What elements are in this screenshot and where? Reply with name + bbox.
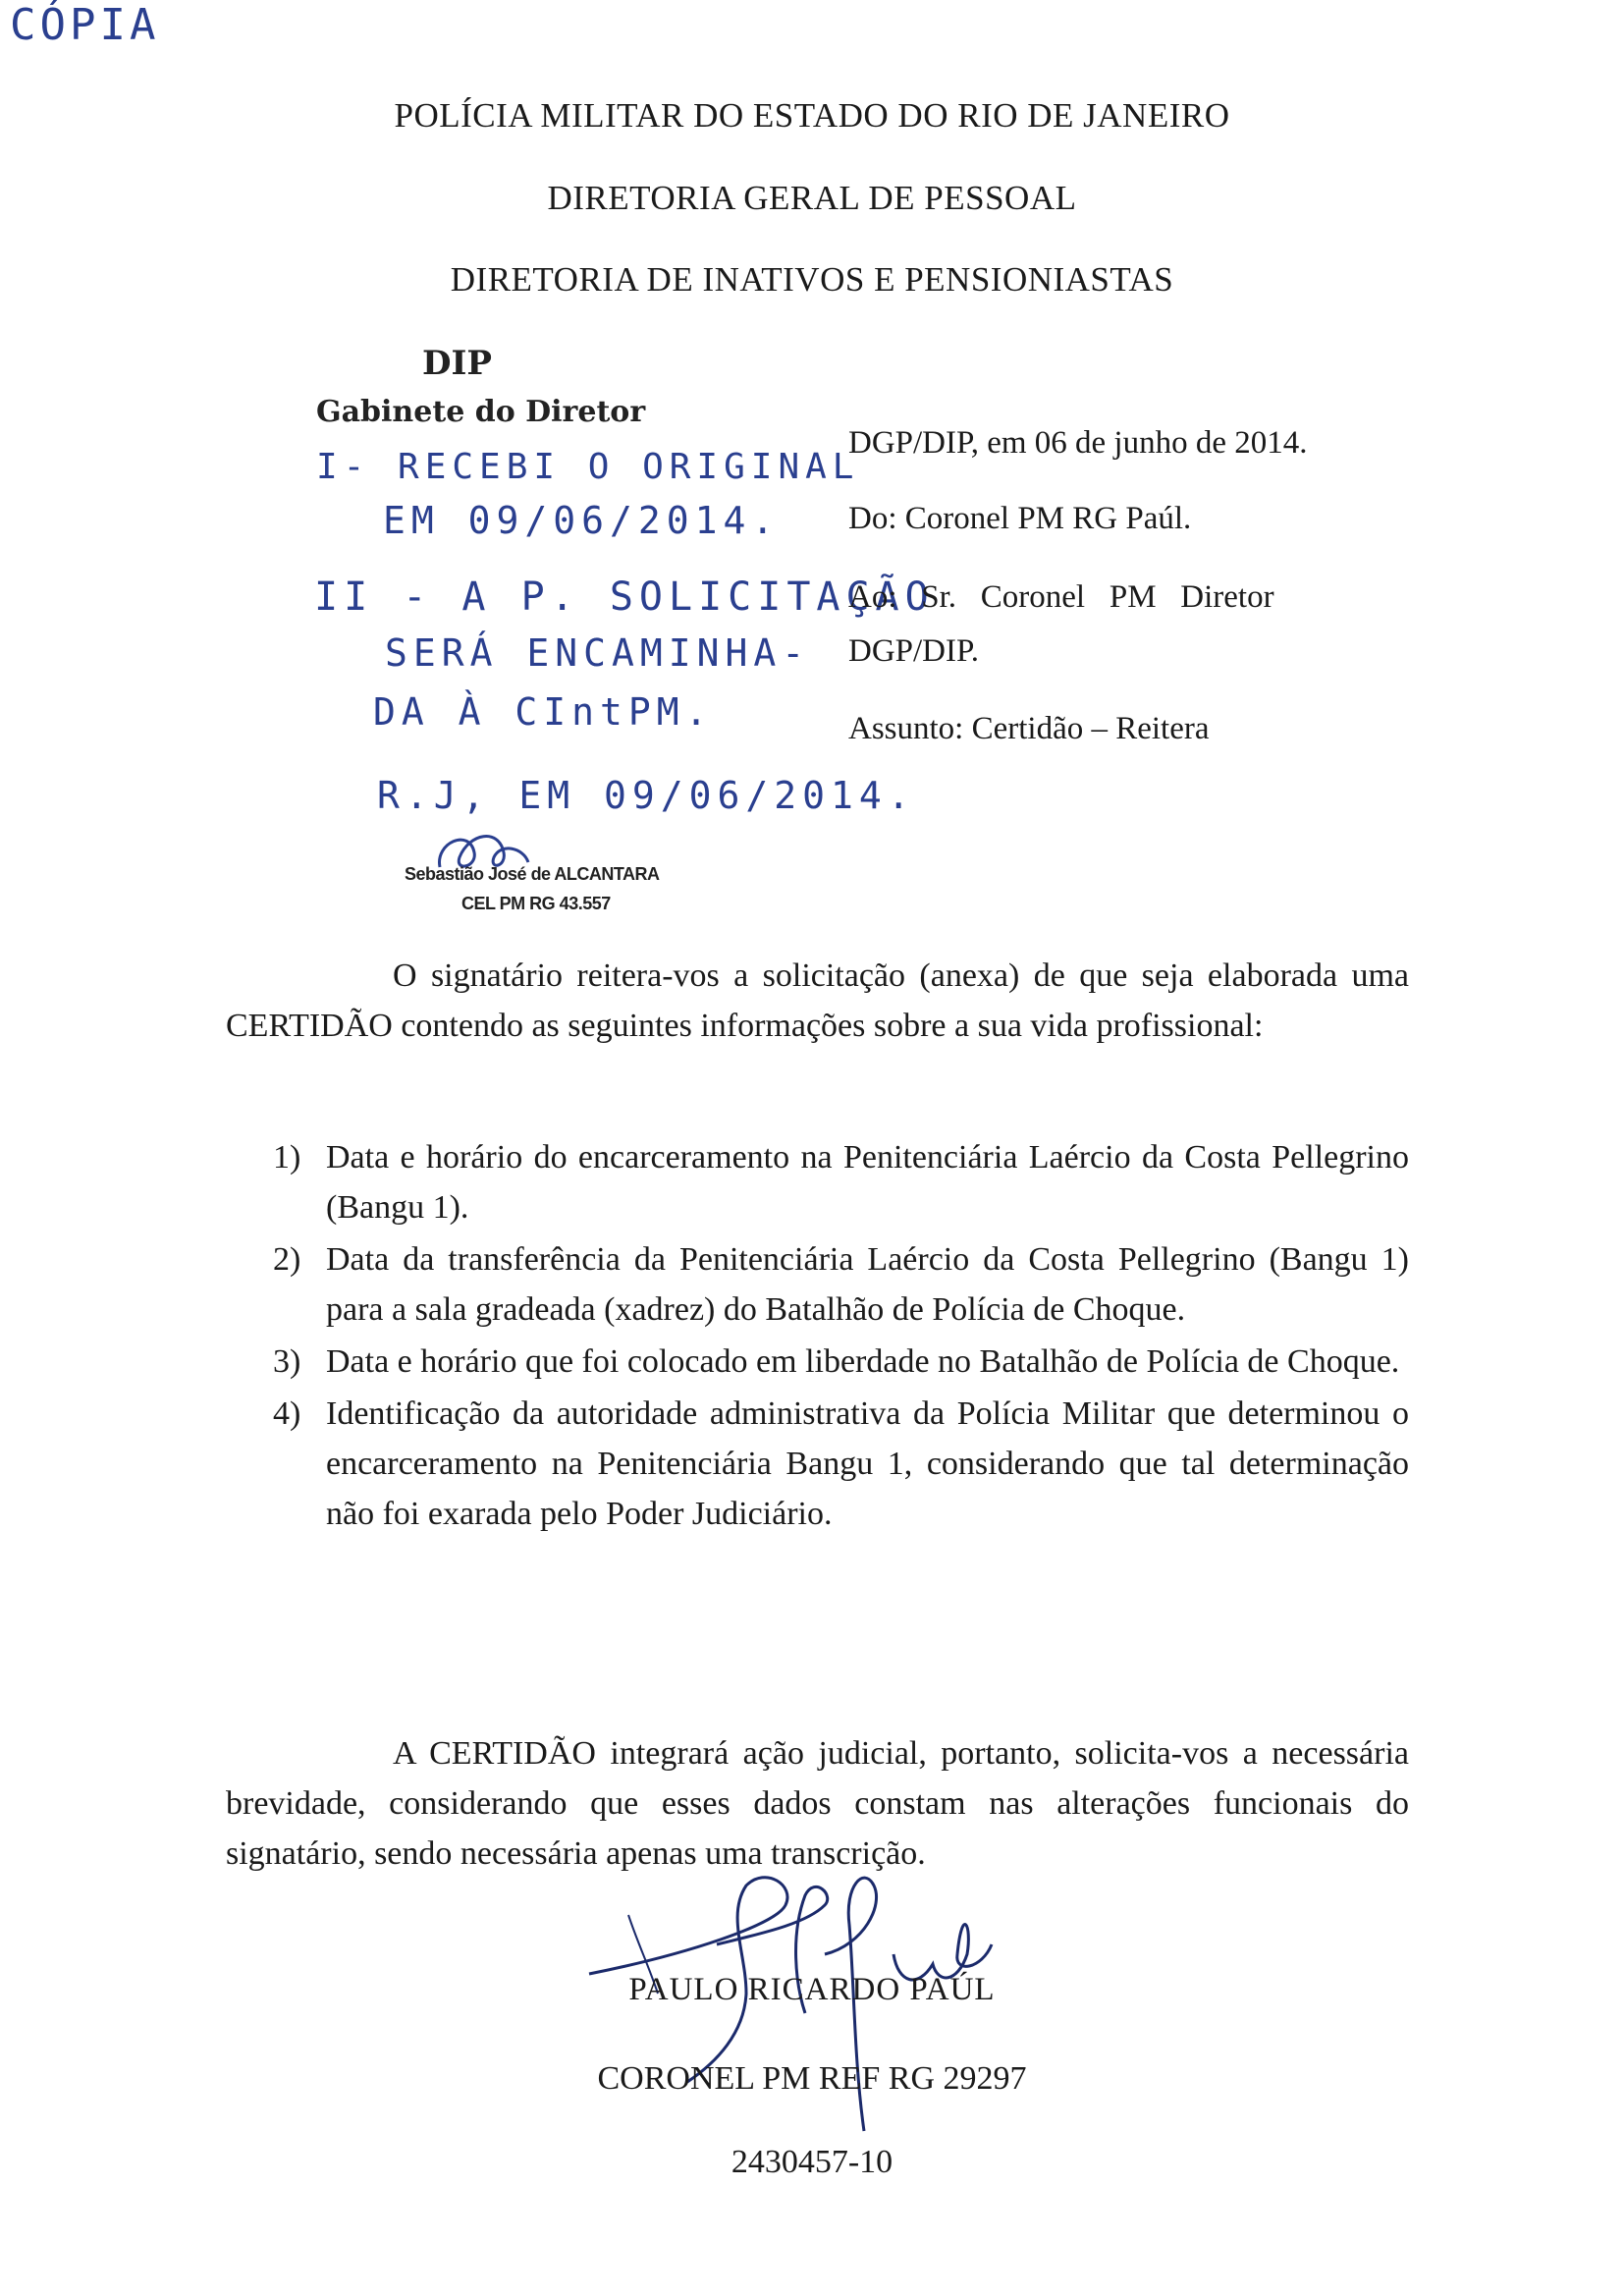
header-line-3: DIRETORIA DE INATIVOS E PENSIONIASTAS [450,260,1174,299]
handwritten-line-3: II - A P. SOLICITAÇÃO [314,574,935,620]
stamp-dept: DIP [422,344,492,383]
stamp-office: Gabinete do Diretor [316,395,646,429]
list-item-number: 3) [273,1343,301,1380]
list-item [226,1389,1409,1539]
handwritten-line-4: SERÁ ENCAMINHA- [385,631,811,675]
handwritten-line-5: DA À CIntPM. [373,690,714,734]
list-item-number: 1) [273,1139,301,1175]
copy-note: CÓPIA [10,0,160,50]
header-line-2: DIRETORIA GERAL DE PESSOAL [547,179,1077,217]
stamp-signer-rank: CEL PM RG 43.557 [461,894,611,913]
subject-line: Assunto: Certidão – Reitera [848,711,1210,746]
request-list [226,1132,1409,1539]
list-item-number: 4) [273,1395,301,1432]
signer-name: PAULO RICARDO PAÚL [628,1972,996,2007]
handwritten-line-2: EM 09/06/2014. [383,499,781,542]
list-item-text: Identificação da autoridade administrativa da Polícia Militar que determinou o encarceramento na Penitenciária Bangu 1, considerando que tal determinação não foi exarada pelo Poder Judiciário. [326,1395,1409,1532]
list-item-number: 2) [273,1241,301,1278]
list-item [226,1132,1409,1232]
to-line-1: Ao: Sr. Coronel PM Diretor [848,579,1274,615]
list-item [226,1234,1409,1335]
signer-id: 2430457-10 [731,2144,893,2180]
to-line-2: DGP/DIP. [848,633,979,669]
list-item-text: Data da transferência da Penitenciária Laércio da Costa Pellegrino (Bangu 1) para a sala gradeada (xadrez) do Batalhão de Polícia de Choque. [326,1241,1409,1328]
list-item [226,1337,1409,1387]
list-item-text: Data e horário que foi colocado em liberdade no Batalhão de Polícia de Choque. [326,1343,1400,1380]
closing-paragraph: A CERTIDÃO integrará ação judicial, portanto, solicita-vos a necessária brevidade, considerando que esses dados constam nas alterações funcionais do signatário, sendo necessária apenas uma transcrição. [226,1735,1409,1872]
signer-rank: CORONEL PM REF RG 29297 [597,2060,1027,2097]
handwritten-line-1: I- RECEBI O ORIGINAL [316,447,860,487]
place-date: DGP/DIP, em 06 de junho de 2014. [848,425,1308,461]
intro-paragraph: O signatário reitera-vos a solicitação (anexa) de que seja elaborada uma CERTIDÃO contendo as seguintes informações sobre a sua vida profissional: [226,957,1409,1044]
header-line-1: POLÍCIA MILITAR DO ESTADO DO RIO DE JANEIRO [394,96,1230,135]
handwritten-line-6: R.J, EM 09/06/2014. [377,774,916,817]
stamp-signer-name: Sebastião José de ALCANTARA [405,864,660,884]
from-line: Do: Coronel PM RG Paúl. [848,501,1192,536]
list-item-text: Data e horário do encarceramento na Penitenciária Laércio da Costa Pellegrino (Bangu 1). [326,1139,1409,1226]
